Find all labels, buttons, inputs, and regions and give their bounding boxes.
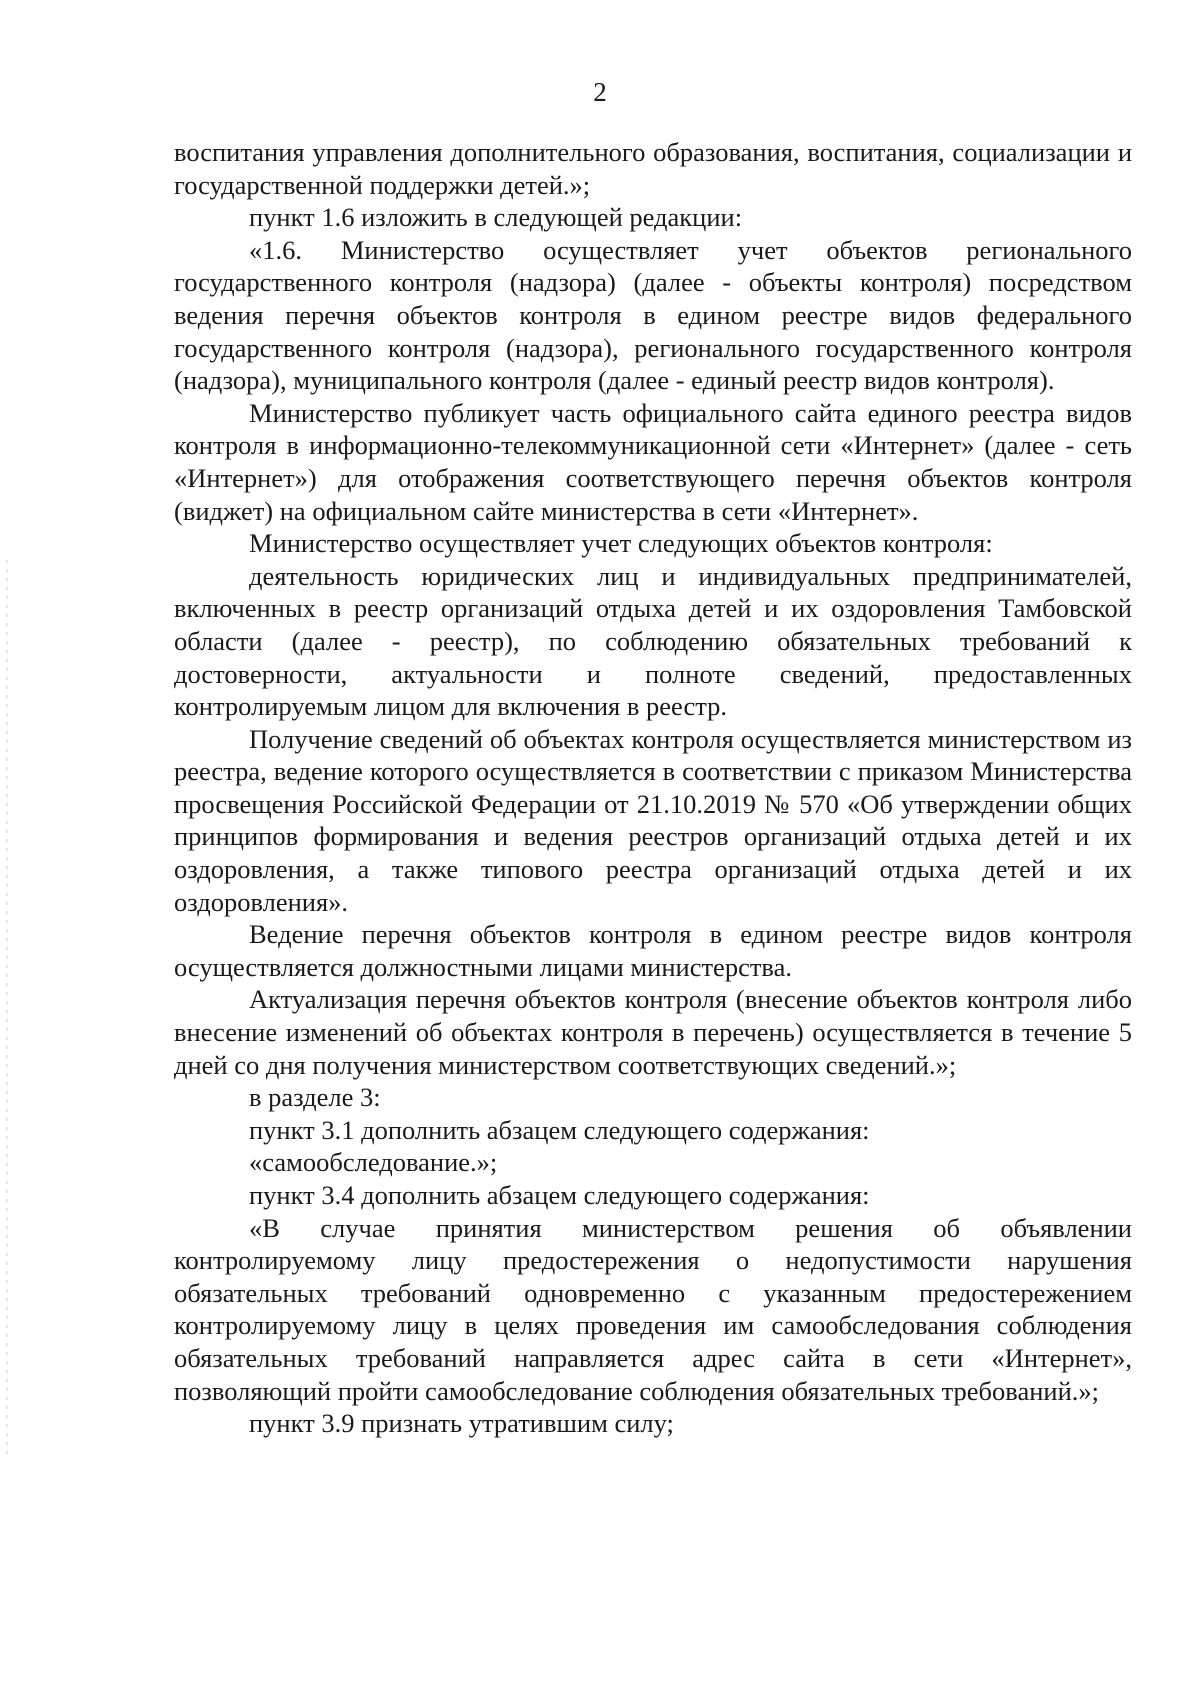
paragraph: Актуализация перечня объектов контроля (внесение объектов контроля либо внесение изменений об объектах контроля в перечень) осуществляется в течение 5 дней со дня получения министерством соответствующих сведений.»; xyxy=(174,984,1132,1080)
paragraph: Ведение перечня объектов контроля в едином реестре видов контроля осуществляется должностными лицами министерства. xyxy=(174,919,1132,982)
paragraph: пункт 3.1 дополнить абзацем следующего содержания: xyxy=(249,1114,870,1145)
paragraph: воспитания управления дополнительного образования, воспитания, социализации и государственной поддержки детей.»; xyxy=(174,137,1132,200)
paragraph: в разделе 3: xyxy=(249,1082,381,1113)
paragraph: Министерство осуществляет учет следующих объектов контроля: xyxy=(249,528,993,559)
paragraph: пункт 3.4 дополнить абзацем следующего содержания: xyxy=(249,1180,870,1210)
paragraph: «самообследование.»; xyxy=(249,1147,498,1178)
paragraph: пункт 3.9 признать утратившим силу; xyxy=(249,1408,674,1439)
scan-edge-artifact xyxy=(6,560,8,1460)
paragraph: пункт 1.6 изложить в следующей редакции: xyxy=(249,202,743,233)
page-number: 2 xyxy=(593,77,607,107)
paragraph: «1.6. Министерство осуществляет учет объектов регионального государственного контроля (надзора) (далее - объекты контроля) посредством ведения перечня объектов контроля в едином реестре видов федерального государственного контроля (надзора), регионального государственного контроля (надзора), муниципального контроля (далее - единый реестр видов контроля). xyxy=(174,234,1132,396)
paragraph: «В случае принятия министерством решения об объявлении контролируемому лицу предостережения о недопустимости нарушения обязательных требований одновременно с указанным предостережением контролируемому лицу в целях проведения им самообследования соблюдения обязательных требований направляется адрес сайта в сети «Интернет», позволяющий пройти самообследование соблюдения обязательных требований.»; xyxy=(174,1212,1132,1406)
paragraph: деятельность юридических лиц и индивидуальных предпринимателей, включенных в реестр организаций отдыха детей и их оздоровления Тамбовской области (далее - реестр), по соблюдению обязательных требований к достоверности, актуальности и полноте сведений, предоставленных контролируемым лицом для включения в реестр. xyxy=(174,560,1132,722)
paragraph: Получение сведений об объектах контроля осуществляется министерством из реестра, ведение которого осуществляется в соответствии с приказом Министерства просвещения Российской Федерации от 21.10.2019 № 570 «Об утверждении общих принципов формирования и ведения реестров организаций отдыха детей и их оздоровления, а также типового реестра организаций отдыха детей и их оздоровления». xyxy=(174,723,1132,917)
document-body xyxy=(174,136,1132,1440)
paragraph: Министерство публикует часть официального сайта единого реестра видов контроля в информационно-телекоммуникационной сети «Интернет» (далее - сеть «Интернет») для отображения соответствующего перечня объектов контроля (виджет) на официальном сайте министерства в сети «Интернет». xyxy=(174,397,1132,526)
